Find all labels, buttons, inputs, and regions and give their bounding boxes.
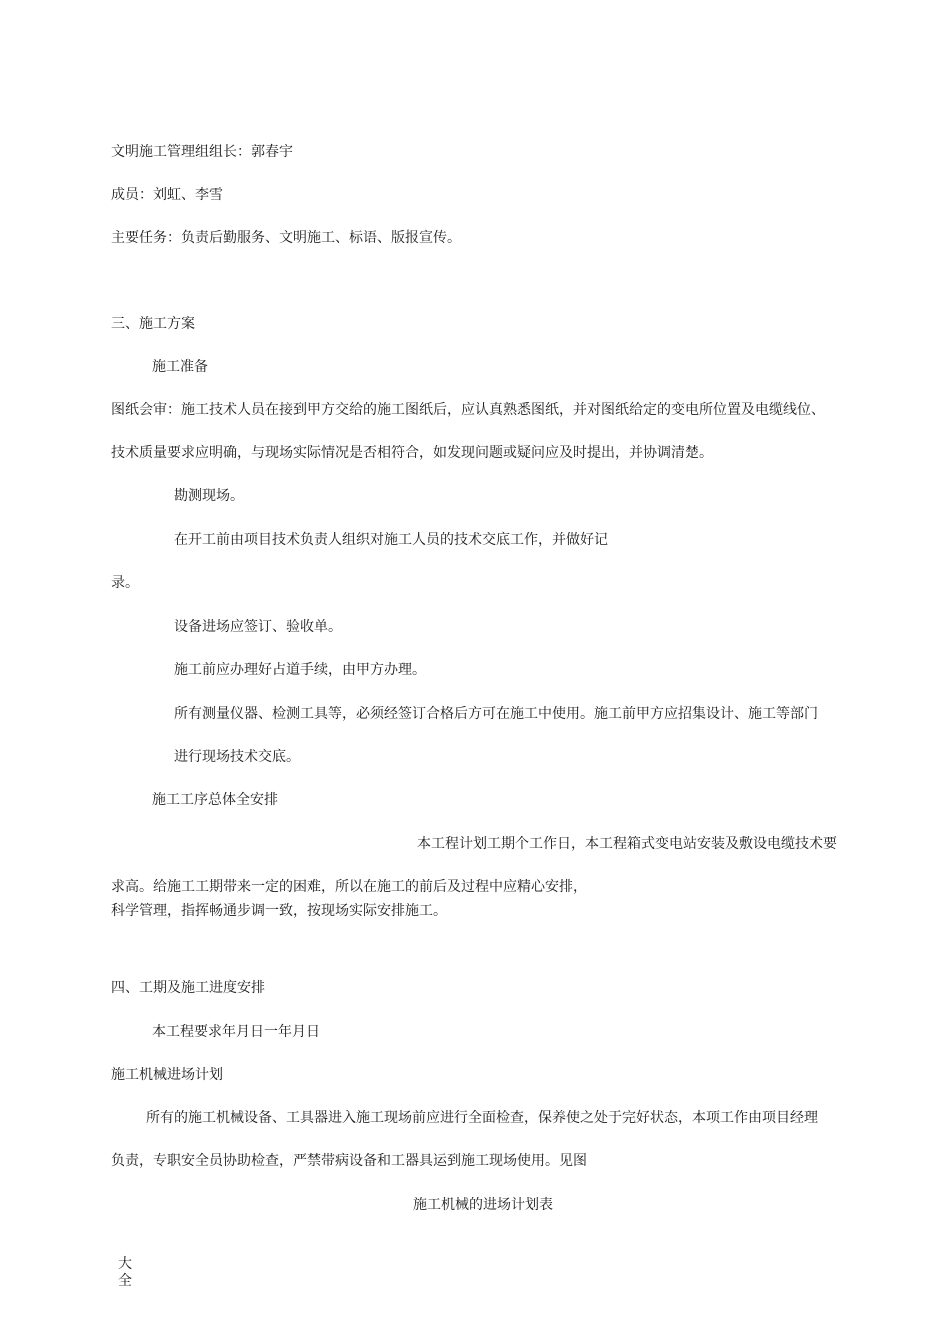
section4-title: 四、工期及施工进度安排	[111, 980, 265, 996]
plan-line-1: 本工程计划工期个工作日，本工程箱式变电站安装及敷设电缆技术要	[417, 836, 837, 852]
tasks-line: 主要任务：负责后勤服务、文明施工、标语、版报宣传。	[111, 230, 461, 246]
instruments-line-2: 进行现场技术交底。	[174, 749, 300, 765]
members-line: 成员：刘虹、李雪	[111, 187, 223, 203]
table-caption: 施工机械的进场计划表	[413, 1197, 553, 1213]
equipment-sign-line: 设备进场应签订、验收单。	[174, 619, 342, 635]
machinery-line-1: 所有的施工机械设备、工具器进入施工现场前应进行全面检查，保养使之处于完好状态，本项工作由项目经理	[146, 1110, 818, 1126]
prep-title: 施工准备	[152, 359, 208, 375]
footer-char-1: 大	[118, 1256, 132, 1272]
road-permit-line: 施工前应办理好占道手续，由甲方办理。	[174, 662, 426, 678]
plan-line-3: 科学管理，指挥畅通步调一致，按现场实际安排施工。	[111, 903, 447, 919]
machinery-title: 施工机械进场计划	[111, 1067, 223, 1083]
machinery-line-2: 负责，专职安全员协助检查，严禁带病设备和工器具运到施工现场使用。见图	[111, 1153, 587, 1169]
section3-title: 三、施工方案	[111, 316, 195, 332]
briefing-line-1: 在开工前由项目技术负责人组织对施工人员的技术交底工作，并做好记	[174, 532, 608, 548]
drawing-review-line-2: 技术质量要求应明确，与现场实际情况是否相符合，如发现问题或疑问应及时提出，并协调清楚。	[111, 445, 713, 461]
plan-line-2: 求高。给施工工期带来一定的困难，所以在施工的前后及过程中应精心安排，	[111, 879, 587, 895]
instruments-line-1: 所有测量仪器、检测工具等，必须经签订合格后方可在施工中使用。施工前甲方应招集设计、施工等部门	[174, 706, 818, 722]
leader-line: 文明施工管理组组长：郭春宇	[111, 144, 293, 160]
survey-line: 勘测现场。	[174, 488, 244, 504]
sequence-title: 施工工序总体全安排	[152, 792, 278, 808]
briefing-line-2: 录。	[111, 575, 139, 591]
footer-char-2: 全	[118, 1273, 132, 1289]
schedule-line: 本工程要求年月日一年月日	[152, 1024, 320, 1040]
drawing-review-line-1: 图纸会审：施工技术人员在接到甲方交给的施工图纸后，应认真熟悉图纸，并对图纸给定的变电所位置及电缆线位、	[111, 402, 825, 418]
